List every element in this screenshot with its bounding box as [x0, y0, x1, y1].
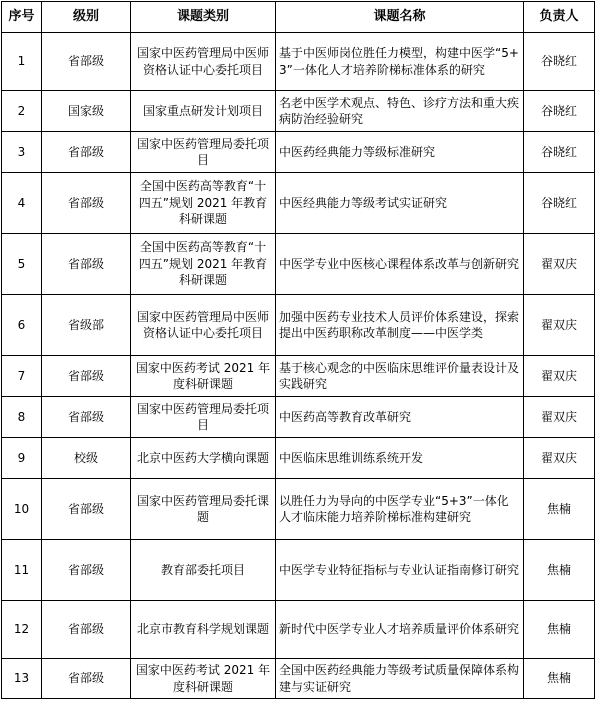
cell-category: 国家中医药管理局中医师资格认证中心委托项目: [131, 33, 276, 91]
cell-leader: 翟双庆: [524, 356, 595, 397]
table-row: [2, 33, 595, 91]
cell-level: 省部级: [42, 234, 131, 295]
cell-no: 11: [2, 540, 42, 601]
cell-name: 加强中医药专业技术人员评价体系建设，探索提出中医药职称改革制度——中医学类: [276, 295, 524, 356]
cell-name: 名老中医学术观点、特色、诊疗方法和重大疾病防治经验研究: [276, 91, 524, 132]
projects-table: [1, 1, 595, 699]
cell-no: 3: [2, 132, 42, 173]
cell-level: 省部级: [42, 173, 131, 234]
table-row: [2, 91, 595, 132]
cell-category: 全国中医药高等教育“十四五”规划 2021 年教育科研课题: [131, 173, 276, 234]
cell-category: 北京中医药大学横向课题: [131, 438, 276, 479]
cell-leader: 谷晓红: [524, 33, 595, 91]
cell-leader: 谷晓红: [524, 173, 595, 234]
cell-name: 中医药经典能力等级标准研究: [276, 132, 524, 173]
cell-category: 国家重点研发计划项目: [131, 91, 276, 132]
cell-no: 5: [2, 234, 42, 295]
cell-name: 中医学专业中医核心课程体系改革与创新研究: [276, 234, 524, 295]
cell-level: 省部级: [42, 397, 131, 438]
cell-category: 国家中医药管理局委托课题: [131, 479, 276, 540]
cell-category: 全国中医药高等教育“十四五”规划 2021 年教育科研课题: [131, 234, 276, 295]
cell-name: 中医临床思维训练系统开发: [276, 438, 524, 479]
cell-category: 国家中医药管理局中医师资格认证中心委托项目: [131, 295, 276, 356]
cell-level: 省部级: [42, 132, 131, 173]
cell-category: 国家中医药管理局委托项目: [131, 397, 276, 438]
cell-level: 国家级: [42, 91, 131, 132]
table-row: [2, 479, 595, 540]
cell-no: 9: [2, 438, 42, 479]
cell-level: 省部级: [42, 479, 131, 540]
cell-name: 中医药高等教育改革研究: [276, 397, 524, 438]
table-row: [2, 659, 595, 699]
cell-no: 12: [2, 601, 42, 659]
cell-level: 省部级: [42, 601, 131, 659]
cell-name: 全国中医药经典能力等级考试质量保障体系构建与实证研究: [276, 659, 524, 699]
cell-level: 省部级: [42, 659, 131, 699]
cell-leader: 翟双庆: [524, 295, 595, 356]
cell-category: 国家中医药考试 2021 年度科研课题: [131, 659, 276, 699]
header-leader: 负责人: [524, 2, 595, 33]
header-level: 级别: [42, 2, 131, 33]
cell-leader: 焦楠: [524, 659, 595, 699]
cell-level: 校级: [42, 438, 131, 479]
cell-category: 北京市教育科学规划课题: [131, 601, 276, 659]
cell-no: 10: [2, 479, 42, 540]
cell-no: 8: [2, 397, 42, 438]
cell-leader: 焦楠: [524, 540, 595, 601]
cell-leader: 翟双庆: [524, 438, 595, 479]
cell-category: 国家中医药考试 2021 年度科研课题: [131, 356, 276, 397]
cell-leader: 焦楠: [524, 601, 595, 659]
table-row: [2, 397, 595, 438]
cell-leader: 谷晓红: [524, 132, 595, 173]
cell-leader: 焦楠: [524, 479, 595, 540]
cell-no: 6: [2, 295, 42, 356]
cell-name: 基于中医师岗位胜任力模型，构建中医学“5+3”一体化人才培养阶梯标准体系的研究: [276, 33, 524, 91]
cell-no: 7: [2, 356, 42, 397]
header-no: 序号: [2, 2, 42, 33]
cell-leader: 谷晓红: [524, 91, 595, 132]
cell-name: 中医经典能力等级考试实证研究: [276, 173, 524, 234]
cell-leader: 翟双庆: [524, 397, 595, 438]
cell-level: 省部级: [42, 356, 131, 397]
cell-no: 2: [2, 91, 42, 132]
table-row: [2, 132, 595, 173]
cell-no: 1: [2, 33, 42, 91]
table-row: [2, 601, 595, 659]
table-row: [2, 173, 595, 234]
cell-name: 新时代中医学专业人才培养质量评价体系研究: [276, 601, 524, 659]
table-row: [2, 540, 595, 601]
table-row: [2, 356, 595, 397]
table-row: [2, 438, 595, 479]
table-row: [2, 234, 595, 295]
cell-no: 13: [2, 659, 42, 699]
cell-name: 基于核心观念的中医临床思维评价量表设计及实践研究: [276, 356, 524, 397]
cell-no: 4: [2, 173, 42, 234]
cell-level: 省部级: [42, 33, 131, 91]
header-name: 课题名称: [276, 2, 524, 33]
cell-level: 省级部: [42, 295, 131, 356]
cell-level: 省部级: [42, 540, 131, 601]
cell-name: 以胜任力为导向的中医学专业“5+3”一体化人才临床能力培养阶梯标准构建研究: [276, 479, 524, 540]
table-row: [2, 295, 595, 356]
header-row: [2, 2, 595, 33]
header-category: 课题类别: [131, 2, 276, 33]
cell-name: 中医学专业特征指标与专业认证指南修订研究: [276, 540, 524, 601]
cell-category: 教育部委托项目: [131, 540, 276, 601]
cell-leader: 翟双庆: [524, 234, 595, 295]
cell-category: 国家中医药管理局委托项目: [131, 132, 276, 173]
